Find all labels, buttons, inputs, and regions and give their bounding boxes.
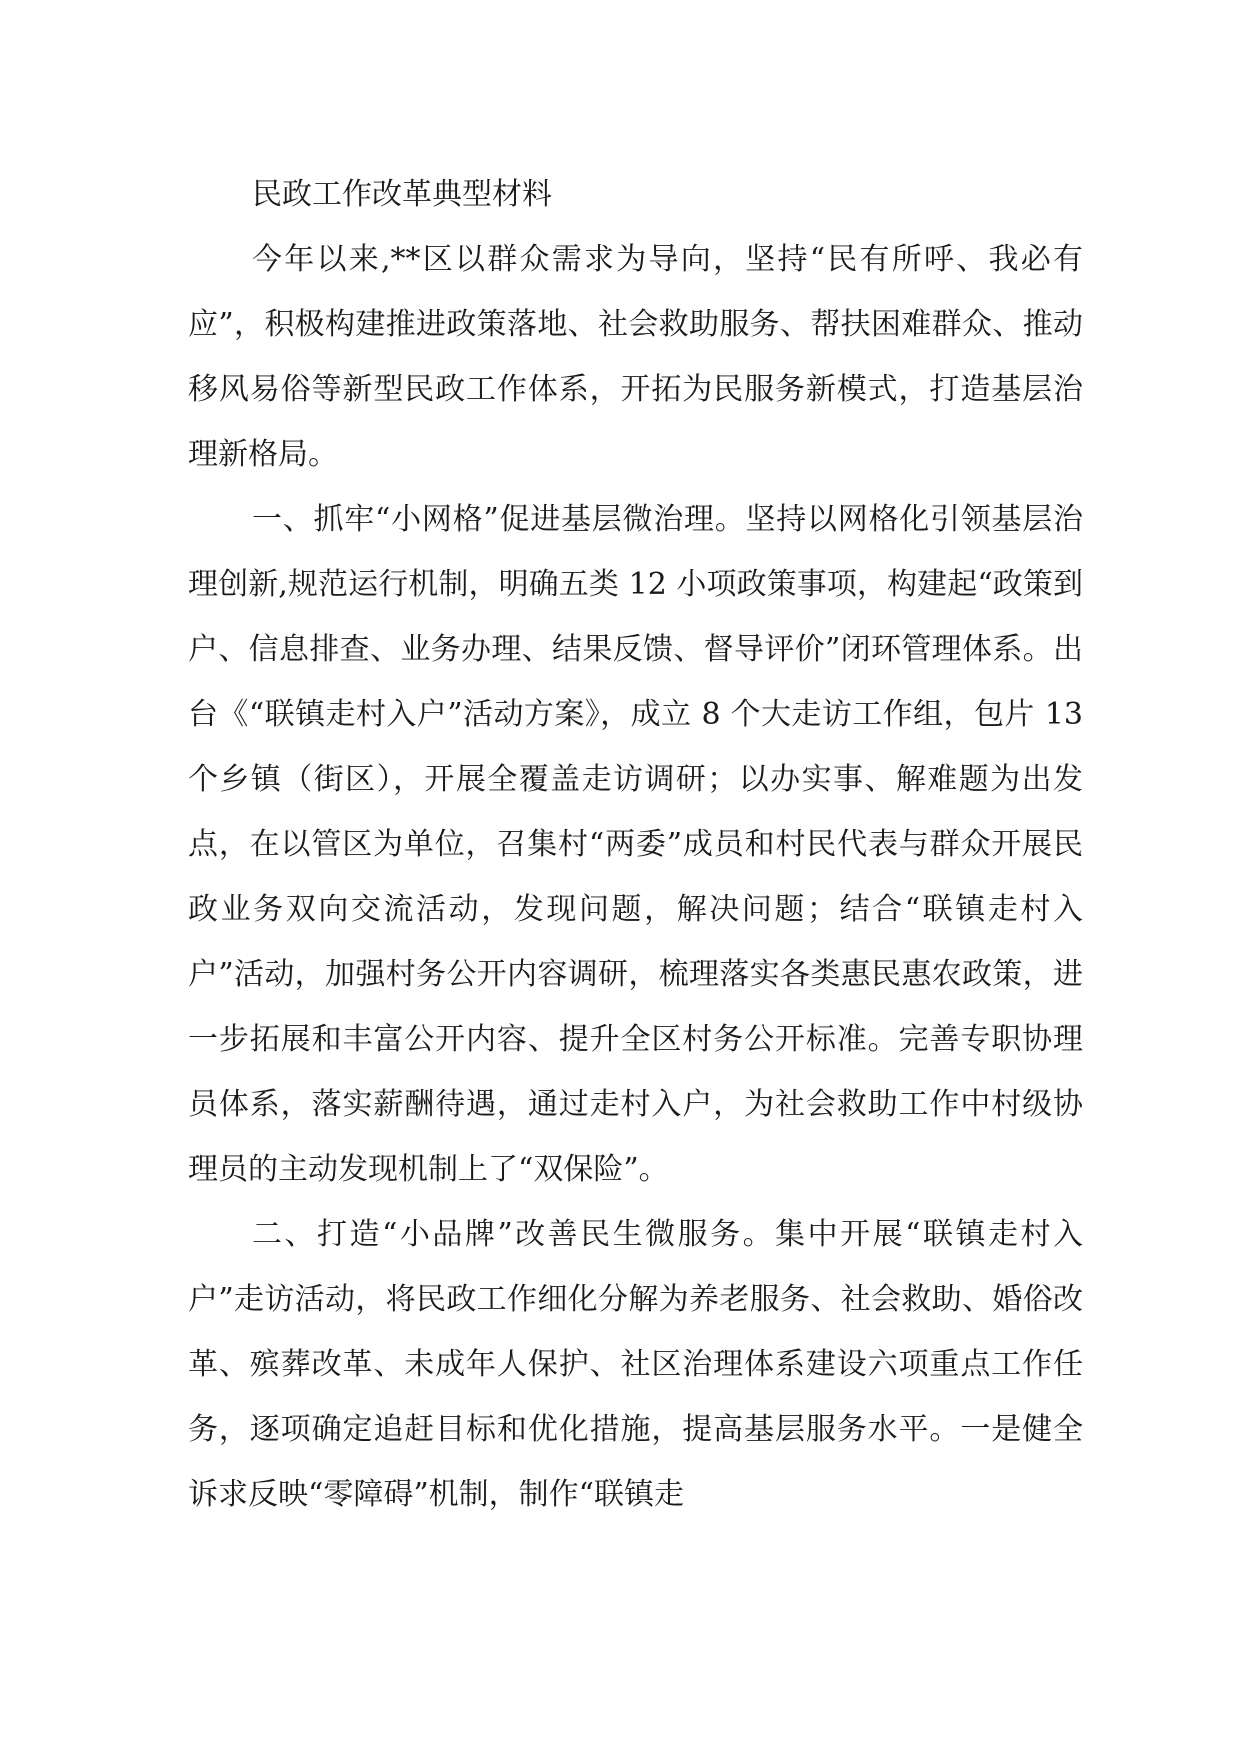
document-title: 民政工作改革典型材料 [252,177,552,212]
document-body [188,162,1083,1527]
paragraph-section-one: 一、抓牢“小网格”促进基层微治理。坚持以网格化引领基层治理创新,规范运行机制，明确五类 12 小项政策事项，构建起“政策到户、信息排查、业务办理、结果反馈、督导评价”闭环管理体系。出台《“联镇走村入户”活动方案》，成立 8 个大走访工作组，包片 13 个乡镇（街区），开展全覆盖走访调研；以办实事、解难题为出发点，在以管区为单位，召集村“两委”成员和村民代表与群众开展民政业务双向交流活动，发现问题，解决问题；结合“联镇走村入户”活动，加强村务公开内容调研，梳理落实各类惠民惠农政策，进一步拓展和丰富公开内容、提升全区村务公开标准。完善专职协理员体系，落实薪酬待遇，通过走村入户，为社会救助工作中村级协理员的主动发现机制上了“双保险”。 [188,502,1083,1187]
paragraph-section-two: 二、打造“小品牌”改善民生微服务。集中开展“联镇走村入户”走访活动，将民政工作细化分解为养老服务、社会救助、婚俗改革、殡葬改革、未成年人保护、社区治理体系建设六项重点工作任务，逐项确定追赶目标和优化措施，提高基层服务水平。一是健全诉求反映“零障碍”机制，制作“联镇走 [188,1217,1083,1512]
paragraph-intro: 今年以来,**区以群众需求为导向，坚持“民有所呼、我必有应”，积极构建推进政策落地、社会救助服务、帮扶困难群众、推动移风易俗等新型民政工作体系，开拓为民服务新模式，打造基层治理新格局。 [188,242,1083,472]
